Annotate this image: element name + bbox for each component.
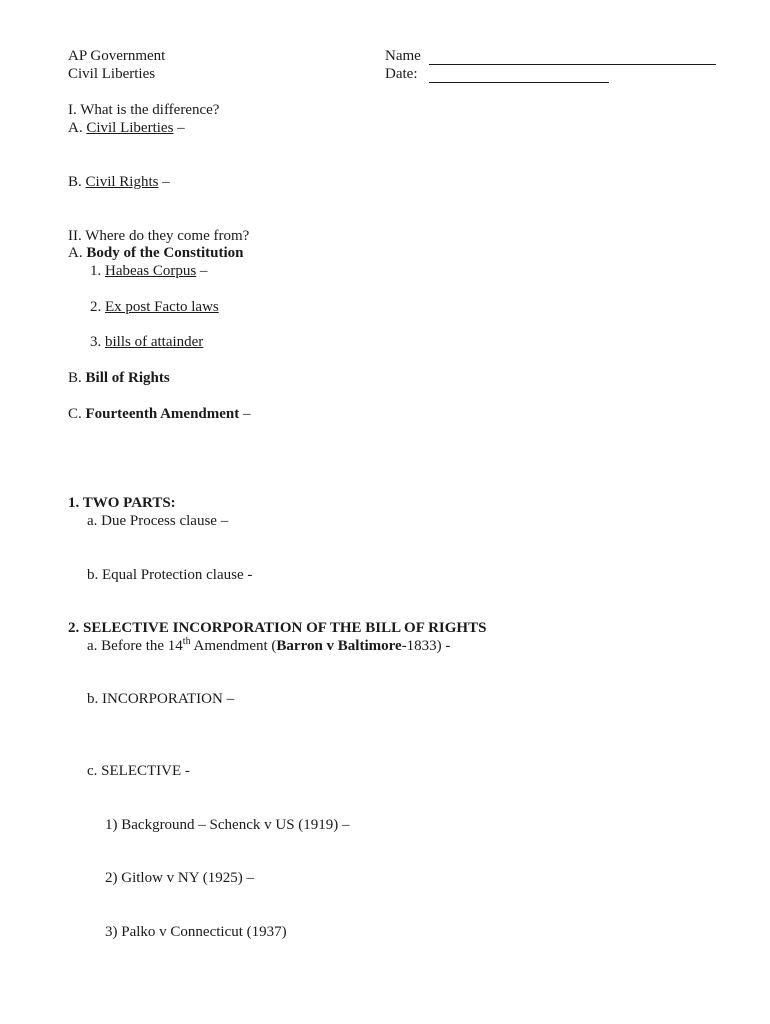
item-text: Amendment (: [190, 638, 277, 654]
before-14th-item: [87, 637, 450, 655]
bills-of-attainder-term: bills of attainder: [105, 334, 204, 350]
palko-item: 3) Palko v Connecticut (1937): [105, 924, 287, 940]
item-prefix: 1.: [90, 263, 105, 279]
body-of-constitution-term: Body of the Constitution: [86, 245, 244, 261]
item-text: a. Before the 14: [87, 638, 183, 654]
name-row: [385, 47, 716, 65]
name-label: Name: [385, 48, 421, 64]
bills-of-attainder-item: [90, 333, 203, 351]
name-blank-line[interactable]: [429, 50, 716, 65]
item-prefix: B.: [68, 370, 86, 386]
date-row: [385, 65, 609, 83]
barron-case-name: Barron v Baltimore: [276, 638, 402, 654]
ex-post-facto-item: [90, 298, 219, 316]
item-prefix: B.: [68, 174, 86, 190]
civil-liberties-item: [68, 119, 185, 137]
section1-heading: I. What is the difference?: [68, 102, 220, 118]
equal-protection-item: b. Equal Protection clause -: [87, 567, 253, 583]
two-parts-heading: 1. TWO PARTS:: [68, 495, 176, 511]
section2-heading: II. Where do they come from?: [68, 228, 250, 244]
item-suffix: –: [158, 174, 170, 190]
item-prefix: A.: [68, 120, 87, 136]
fourteenth-amendment-term: Fourteenth Amendment: [85, 406, 240, 422]
item-text: -1833) -: [401, 638, 451, 654]
item-prefix: C.: [68, 406, 86, 422]
item-prefix: 3.: [90, 334, 105, 350]
civil-rights-term: Civil Rights: [85, 174, 159, 190]
bill-of-rights-term: Bill of Rights: [85, 370, 170, 386]
background-item: 1) Background – Schenck v US (1919) –: [105, 817, 350, 833]
habeas-corpus-term: Habeas Corpus: [105, 263, 197, 279]
item-prefix: A.: [68, 245, 87, 261]
item-suffix: –: [239, 406, 251, 422]
selective-incorporation-heading: 2. SELECTIVE INCORPORATION OF THE BILL OF RIGHTS: [68, 620, 487, 636]
topic-title: Civil Liberties: [68, 66, 156, 82]
ordinal-superscript: th: [182, 636, 191, 647]
habeas-corpus-item: [90, 262, 207, 280]
civil-rights-item: [68, 173, 170, 191]
date-label: Date:: [385, 66, 418, 82]
gitlow-item: 2) Gitlow v NY (1925) –: [105, 870, 255, 886]
course-title: AP Government: [68, 48, 166, 64]
date-blank-line[interactable]: [429, 68, 609, 83]
item-suffix: –: [196, 263, 208, 279]
ex-post-facto-term: Ex post Facto laws: [105, 299, 219, 315]
incorporation-item: b. INCORPORATION –: [87, 691, 235, 707]
civil-liberties-term: Civil Liberties: [86, 120, 174, 136]
fourteenth-amendment-item: [68, 405, 251, 423]
item-prefix: 2.: [90, 299, 105, 315]
bill-of-rights-item: [68, 369, 170, 387]
selective-item: c. SELECTIVE -: [87, 763, 190, 779]
body-of-constitution-item: [68, 244, 243, 262]
item-suffix: –: [173, 120, 185, 136]
due-process-item: a. Due Process clause –: [87, 513, 229, 529]
